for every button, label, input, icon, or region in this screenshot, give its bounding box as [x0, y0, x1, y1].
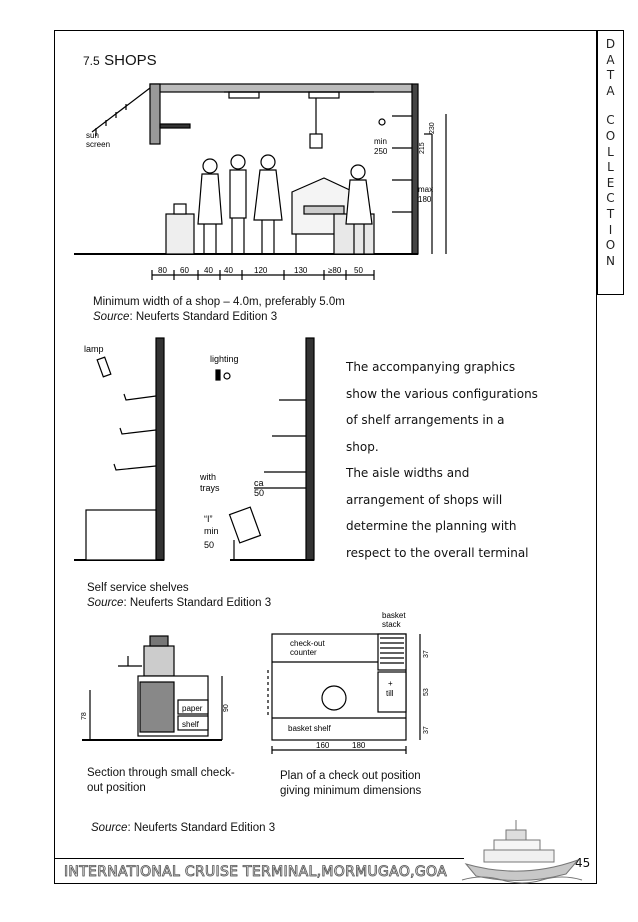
- dim-78: 78: [81, 712, 88, 720]
- trays-label: trays: [200, 483, 220, 493]
- side-letter: L: [607, 144, 614, 159]
- section-heading: SHOPS: [104, 52, 157, 69]
- page-number: 45: [575, 856, 591, 870]
- side-letter: T: [606, 68, 615, 83]
- source-text: : Neuferts Standard Edition 3: [127, 822, 276, 834]
- side-tab: [597, 30, 624, 295]
- dim-label: 130: [294, 266, 308, 275]
- source-label: Source: [93, 311, 130, 323]
- dim-label: 50: [354, 266, 363, 275]
- shelf-label: shelf: [182, 720, 199, 729]
- lamp-label: lamp: [84, 344, 104, 354]
- side-letter: C: [606, 113, 615, 128]
- side-letter: O: [605, 128, 616, 143]
- min-label: min: [374, 137, 387, 146]
- source-label: Source: [87, 597, 124, 609]
- figure2-source: [87, 596, 271, 611]
- side-letter: A: [606, 83, 615, 98]
- figure1-caption-text: Minimum width of a shop – 4.0m, preferably 5.0m: [93, 296, 345, 308]
- side-letter: N: [606, 253, 615, 268]
- body-line: The aisle widths and: [346, 466, 470, 480]
- with-label: with: [200, 472, 217, 482]
- figure1-caption: [93, 295, 345, 325]
- figure1-source: [93, 310, 345, 325]
- min-value: 50: [204, 540, 215, 550]
- min-label: min: [204, 526, 219, 536]
- sun-label: sun: [86, 131, 99, 140]
- min-symbol: “I”: [204, 514, 213, 524]
- basket-shelf-label: basket shelf: [288, 724, 331, 733]
- dim-215: 215: [419, 142, 426, 154]
- ca-label: ca: [254, 478, 264, 488]
- footer-title: INTERNATIONAL CRUISE TERMINAL,MORMUGAO,GOA: [64, 864, 447, 880]
- dim-label: 80: [158, 266, 167, 275]
- side-letter: T: [606, 206, 615, 221]
- lighting-label: lighting: [210, 354, 239, 364]
- side-letter: C: [606, 191, 615, 206]
- section-number: 7.5: [83, 54, 100, 68]
- min-value: 250: [374, 147, 388, 156]
- body-line: arrangement of shops will: [346, 492, 503, 507]
- dim-label: 40: [204, 266, 213, 275]
- dim-37b: 37: [423, 726, 430, 734]
- source-label: Source: [91, 822, 128, 834]
- side-letter: I: [608, 222, 613, 237]
- source-text: : Neuferts Standard Edition 3: [129, 311, 278, 323]
- side-letter: O: [605, 238, 616, 253]
- dim-label: 40: [224, 266, 233, 275]
- dim-37a: 37: [423, 650, 430, 658]
- side-letter: A: [606, 52, 615, 67]
- figure4-caption-line1: Plan of a check out position: [280, 770, 421, 782]
- figure2-caption-text: Self service shelves: [87, 582, 189, 594]
- side-letter: L: [607, 160, 614, 175]
- side-letter: E: [606, 175, 615, 190]
- dim-180: 180: [352, 741, 366, 750]
- till-label: till: [386, 689, 394, 698]
- counter-label: counter: [290, 648, 317, 657]
- figure4-caption-line2: giving minimum dimensions: [280, 785, 422, 797]
- body-line: determine the planning with: [346, 519, 517, 533]
- checkout-plan-figure: [262, 610, 436, 760]
- max-value: 180: [418, 195, 432, 204]
- figure3-caption: [87, 766, 235, 796]
- dim-230: 230: [429, 122, 436, 134]
- figure3-caption-line1: Section through small check-: [87, 767, 235, 779]
- figure3-caption-line2: out position: [87, 782, 146, 794]
- checkout-label: check-out: [290, 639, 325, 648]
- dim-label: 60: [180, 266, 189, 275]
- body-line: respect to the overall terminal: [346, 545, 529, 560]
- dim-90: 90: [223, 704, 230, 712]
- body-line: show the various configurations: [346, 386, 538, 401]
- body-line: shop.: [346, 439, 379, 454]
- bottom-source: [91, 821, 275, 836]
- body-line: The accompanying graphics: [346, 360, 516, 374]
- stack-label: stack: [382, 620, 401, 629]
- paper-label: paper: [182, 704, 203, 713]
- screen-label: screen: [86, 140, 111, 149]
- dim-label: 120: [254, 266, 268, 275]
- figure4-caption: [280, 769, 421, 799]
- figure2-caption: [87, 581, 271, 611]
- body-line: of shelf arrangements in a: [346, 413, 505, 427]
- source-text: : Neuferts Standard Edition 3: [123, 597, 272, 609]
- till-symbol: +: [388, 679, 393, 688]
- basket-label: basket: [382, 611, 406, 620]
- shelves-figure: [74, 338, 324, 566]
- section-title: [83, 52, 157, 70]
- checkout-section-figure: [82, 636, 232, 748]
- dim-160: 160: [316, 741, 330, 750]
- dim-label: ≥80: [328, 266, 342, 275]
- shop-section-figure: [74, 74, 434, 288]
- side-letter: D: [605, 37, 616, 51]
- ship-icon: [462, 820, 582, 884]
- max-label: max: [418, 185, 434, 194]
- ca-value: 50: [254, 488, 265, 498]
- body-paragraph: [346, 354, 582, 566]
- dim-53: 53: [423, 688, 430, 696]
